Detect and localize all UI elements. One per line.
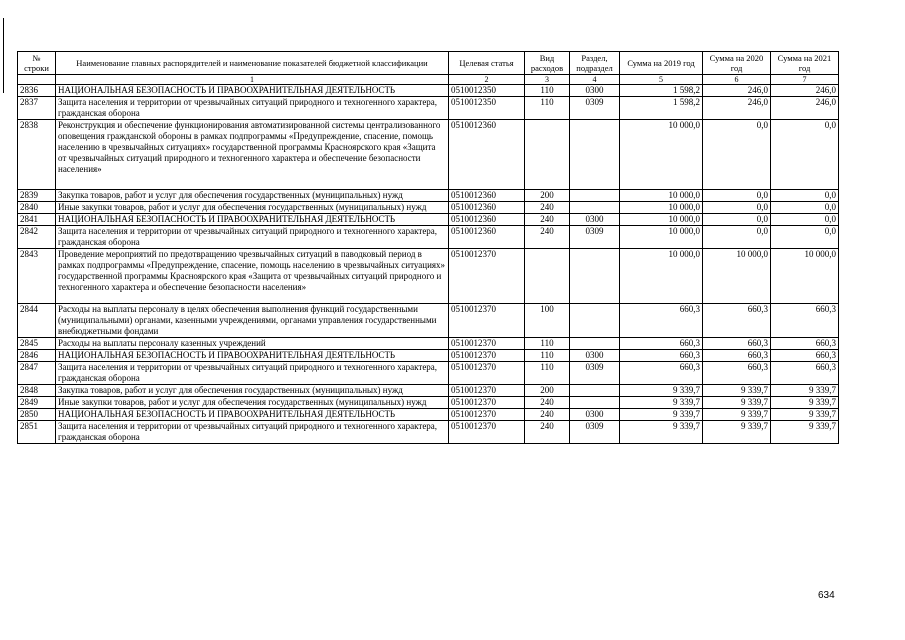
row-expense-type: 240 — [525, 226, 570, 249]
table-row — [18, 304, 839, 338]
row-name: НАЦИОНАЛЬНАЯ БЕЗОПАСНОСТЬ И ПРАВООХРАНИТЕЛЬНАЯ ДЕЯТЕЛЬНОСТЬ — [56, 85, 449, 97]
row-name: Расходы на выплаты персоналу казенных учреждений — [56, 338, 449, 350]
row-section — [570, 397, 620, 409]
row-sum-2019: 10 000,0 — [620, 226, 703, 249]
row-sum-2021: 9 339,7 — [771, 421, 839, 444]
row-section: 0309 — [570, 421, 620, 444]
row-sum-2019: 660,3 — [620, 304, 703, 338]
row-sum-2021: 0,0 — [771, 214, 839, 226]
row-sum-2019: 10 000,0 — [620, 214, 703, 226]
table-row — [18, 97, 839, 120]
row-expense-type: 200 — [525, 190, 570, 202]
row-sum-2019: 660,3 — [620, 338, 703, 350]
row-sum-2020: 0,0 — [703, 214, 771, 226]
row-section — [570, 202, 620, 214]
row-sum-2020: 660,3 — [703, 304, 771, 338]
header-sum-2021: Сумма на 2021 год — [771, 52, 839, 75]
row-expense-type: 240 — [525, 409, 570, 421]
row-number: 2839 — [18, 190, 56, 202]
row-section — [570, 338, 620, 350]
row-name: Реконструкция и обеспечение функционирования автоматизированной системы централизованного оповещения гражданской обороны в рамках подпрограммы «Предупреждение, спасение, помощь населению в чрезвычайных ситуациях» государственной программы Красноярского края «Защита от чрезвычайных ситуаций природного и техногенного характера и обеспечение безопасности населения» — [56, 120, 449, 190]
row-section: 0300 — [570, 85, 620, 97]
row-name: НАЦИОНАЛЬНАЯ БЕЗОПАСНОСТЬ И ПРАВООХРАНИТЕЛЬНАЯ ДЕЯТЕЛЬНОСТЬ — [56, 350, 449, 362]
row-expense-type: 110 — [525, 85, 570, 97]
table-row — [18, 249, 839, 304]
row-sum-2020: 0,0 — [703, 202, 771, 214]
row-number: 2836 — [18, 85, 56, 97]
row-expense-type — [525, 249, 570, 304]
row-expense-type: 240 — [525, 202, 570, 214]
row-target-article: 0510012370 — [449, 385, 525, 397]
column-number: 6 — [703, 75, 771, 85]
row-expense-type: 200 — [525, 385, 570, 397]
row-section: 0300 — [570, 214, 620, 226]
row-target-article: 0510012370 — [449, 249, 525, 304]
row-sum-2021: 10 000,0 — [771, 249, 839, 304]
row-sum-2021: 660,3 — [771, 338, 839, 350]
table-row — [18, 362, 839, 385]
row-sum-2019: 10 000,0 — [620, 120, 703, 190]
row-number: 2846 — [18, 350, 56, 362]
row-sum-2020: 246,0 — [703, 97, 771, 120]
row-target-article: 0510012360 — [449, 202, 525, 214]
row-number: 2844 — [18, 304, 56, 338]
row-section — [570, 190, 620, 202]
table-row — [18, 120, 839, 190]
row-expense-type: 240 — [525, 397, 570, 409]
row-number: 2848 — [18, 385, 56, 397]
row-sum-2021: 9 339,7 — [771, 409, 839, 421]
row-section — [570, 249, 620, 304]
row-name: Защита населения и территории от чрезвычайных ситуаций природного и техногенного характера, гражданская оборона — [56, 226, 449, 249]
header-section: Раздел, подраздел — [570, 52, 620, 75]
column-number: 5 — [620, 75, 703, 85]
table-row — [18, 350, 839, 362]
header-row-number: № строки — [18, 52, 56, 75]
row-sum-2020: 660,3 — [703, 350, 771, 362]
row-target-article: 0510012370 — [449, 304, 525, 338]
row-sum-2019: 10 000,0 — [620, 249, 703, 304]
row-number: 2837 — [18, 97, 56, 120]
row-section: 0300 — [570, 350, 620, 362]
column-number-row — [18, 75, 839, 85]
table-row — [18, 226, 839, 249]
row-sum-2020: 10 000,0 — [703, 249, 771, 304]
margin-line — [3, 18, 4, 93]
column-number: 3 — [525, 75, 570, 85]
row-sum-2019: 10 000,0 — [620, 202, 703, 214]
row-sum-2021: 246,0 — [771, 85, 839, 97]
row-sum-2020: 9 339,7 — [703, 385, 771, 397]
table-row — [18, 397, 839, 409]
row-sum-2019: 1 598,2 — [620, 97, 703, 120]
row-name: НАЦИОНАЛЬНАЯ БЕЗОПАСНОСТЬ И ПРАВООХРАНИТЕЛЬНАЯ ДЕЯТЕЛЬНОСТЬ — [56, 409, 449, 421]
row-name: Расходы на выплаты персоналу в целях обеспечения выполнения функций государственными (муниципальными) органами, казенными учреждениями, органами управления государственными внебюджетными фондами — [56, 304, 449, 338]
row-name: Закупка товаров, работ и услуг для обеспечения государственных (муниципальных) нужд — [56, 190, 449, 202]
row-name: Защита населения и территории от чрезвычайных ситуаций природного и техногенного характера, гражданская оборона — [56, 362, 449, 385]
column-number — [18, 75, 56, 85]
table-row — [18, 409, 839, 421]
header-target-article: Целевая статья — [449, 52, 525, 75]
row-sum-2019: 9 339,7 — [620, 397, 703, 409]
row-number: 2849 — [18, 397, 56, 409]
row-sum-2019: 660,3 — [620, 362, 703, 385]
row-name: Защита населения и территории от чрезвычайных ситуаций природного и техногенного характера, гражданская оборона — [56, 421, 449, 444]
page-number: 634 — [818, 590, 835, 601]
row-section: 0309 — [570, 362, 620, 385]
row-expense-type: 110 — [525, 362, 570, 385]
row-target-article: 0510012350 — [449, 97, 525, 120]
column-number: 2 — [449, 75, 525, 85]
table-body — [18, 85, 839, 444]
row-sum-2019: 9 339,7 — [620, 385, 703, 397]
row-sum-2021: 660,3 — [771, 350, 839, 362]
row-number: 2850 — [18, 409, 56, 421]
row-sum-2020: 0,0 — [703, 190, 771, 202]
row-target-article: 0510012370 — [449, 409, 525, 421]
table-row — [18, 385, 839, 397]
row-target-article: 0510012360 — [449, 214, 525, 226]
row-expense-type: 110 — [525, 338, 570, 350]
row-target-article: 0510012350 — [449, 85, 525, 97]
table-row — [18, 85, 839, 97]
row-sum-2021: 9 339,7 — [771, 385, 839, 397]
row-sum-2021: 0,0 — [771, 226, 839, 249]
row-section — [570, 385, 620, 397]
row-number: 2845 — [18, 338, 56, 350]
row-sum-2019: 1 598,2 — [620, 85, 703, 97]
row-sum-2019: 660,3 — [620, 350, 703, 362]
table-row — [18, 202, 839, 214]
row-sum-2020: 0,0 — [703, 120, 771, 190]
row-number: 2842 — [18, 226, 56, 249]
row-section: 0309 — [570, 226, 620, 249]
row-target-article: 0510012370 — [449, 350, 525, 362]
table-row — [18, 214, 839, 226]
table-row — [18, 190, 839, 202]
row-number: 2851 — [18, 421, 56, 444]
row-expense-type: 110 — [525, 97, 570, 120]
table-row — [18, 421, 839, 444]
row-target-article: 0510012370 — [449, 421, 525, 444]
row-target-article: 0510012370 — [449, 362, 525, 385]
row-target-article: 0510012360 — [449, 120, 525, 190]
row-number: 2840 — [18, 202, 56, 214]
row-name: НАЦИОНАЛЬНАЯ БЕЗОПАСНОСТЬ И ПРАВООХРАНИТЕЛЬНАЯ ДЕЯТЕЛЬНОСТЬ — [56, 214, 449, 226]
row-expense-type: 240 — [525, 421, 570, 444]
header-sum-2020: Сумма на 2020 год — [703, 52, 771, 75]
row-sum-2021: 0,0 — [771, 120, 839, 190]
row-sum-2021: 246,0 — [771, 97, 839, 120]
column-number: 4 — [570, 75, 620, 85]
row-name: Иные закупки товаров, работ и услуг для обеспечения государственных (муниципальных) нужд — [56, 202, 449, 214]
budget-table — [17, 51, 839, 444]
row-sum-2021: 660,3 — [771, 362, 839, 385]
row-sum-2020: 660,3 — [703, 338, 771, 350]
row-target-article: 0510012360 — [449, 226, 525, 249]
row-expense-type: 100 — [525, 304, 570, 338]
row-sum-2019: 9 339,7 — [620, 409, 703, 421]
row-sum-2021: 0,0 — [771, 190, 839, 202]
row-section — [570, 304, 620, 338]
row-expense-type — [525, 120, 570, 190]
row-number: 2841 — [18, 214, 56, 226]
row-section — [570, 120, 620, 190]
row-sum-2021: 660,3 — [771, 304, 839, 338]
row-target-article: 0510012360 — [449, 190, 525, 202]
row-number: 2843 — [18, 249, 56, 304]
row-name: Иные закупки товаров, работ и услуг для обеспечения государственных (муниципальных) нужд — [56, 397, 449, 409]
row-number: 2847 — [18, 362, 56, 385]
row-name: Проведение мероприятий по предотвращению чрезвычайных ситуаций в паводковый период в рамках подпрограммы «Предупреждение, спасение, помощь населению в чрезвычайных ситуациях» государственной программы Красноярского края «Защита от чрезвычайных ситуаций природного и техногенного характера и обеспечение безопасности населения» — [56, 249, 449, 304]
row-section: 0309 — [570, 97, 620, 120]
row-expense-type: 110 — [525, 350, 570, 362]
row-sum-2019: 10 000,0 — [620, 190, 703, 202]
row-sum-2020: 246,0 — [703, 85, 771, 97]
row-name: Закупка товаров, работ и услуг для обеспечения государственных (муниципальных) нужд — [56, 385, 449, 397]
row-target-article: 0510012370 — [449, 338, 525, 350]
table-row — [18, 338, 839, 350]
row-name: Защита населения и территории от чрезвычайных ситуаций природного и техногенного характера, гражданская оборона — [56, 97, 449, 120]
header-row — [18, 52, 839, 75]
row-sum-2020: 660,3 — [703, 362, 771, 385]
row-sum-2020: 9 339,7 — [703, 397, 771, 409]
row-sum-2021: 9 339,7 — [771, 397, 839, 409]
header-sum-2019: Сумма на 2019 год — [620, 52, 703, 75]
row-section: 0300 — [570, 409, 620, 421]
row-sum-2020: 0,0 — [703, 226, 771, 249]
column-number: 1 — [56, 75, 449, 85]
row-expense-type: 240 — [525, 214, 570, 226]
row-sum-2019: 9 339,7 — [620, 421, 703, 444]
column-number: 7 — [771, 75, 839, 85]
row-number: 2838 — [18, 120, 56, 190]
row-sum-2020: 9 339,7 — [703, 421, 771, 444]
header-expense-type: Вид расходов — [525, 52, 570, 75]
row-sum-2021: 0,0 — [771, 202, 839, 214]
header-name: Наименование главных распорядителей и наименование показателей бюджетной классификации — [56, 52, 449, 75]
row-sum-2020: 9 339,7 — [703, 409, 771, 421]
row-target-article: 0510012370 — [449, 397, 525, 409]
